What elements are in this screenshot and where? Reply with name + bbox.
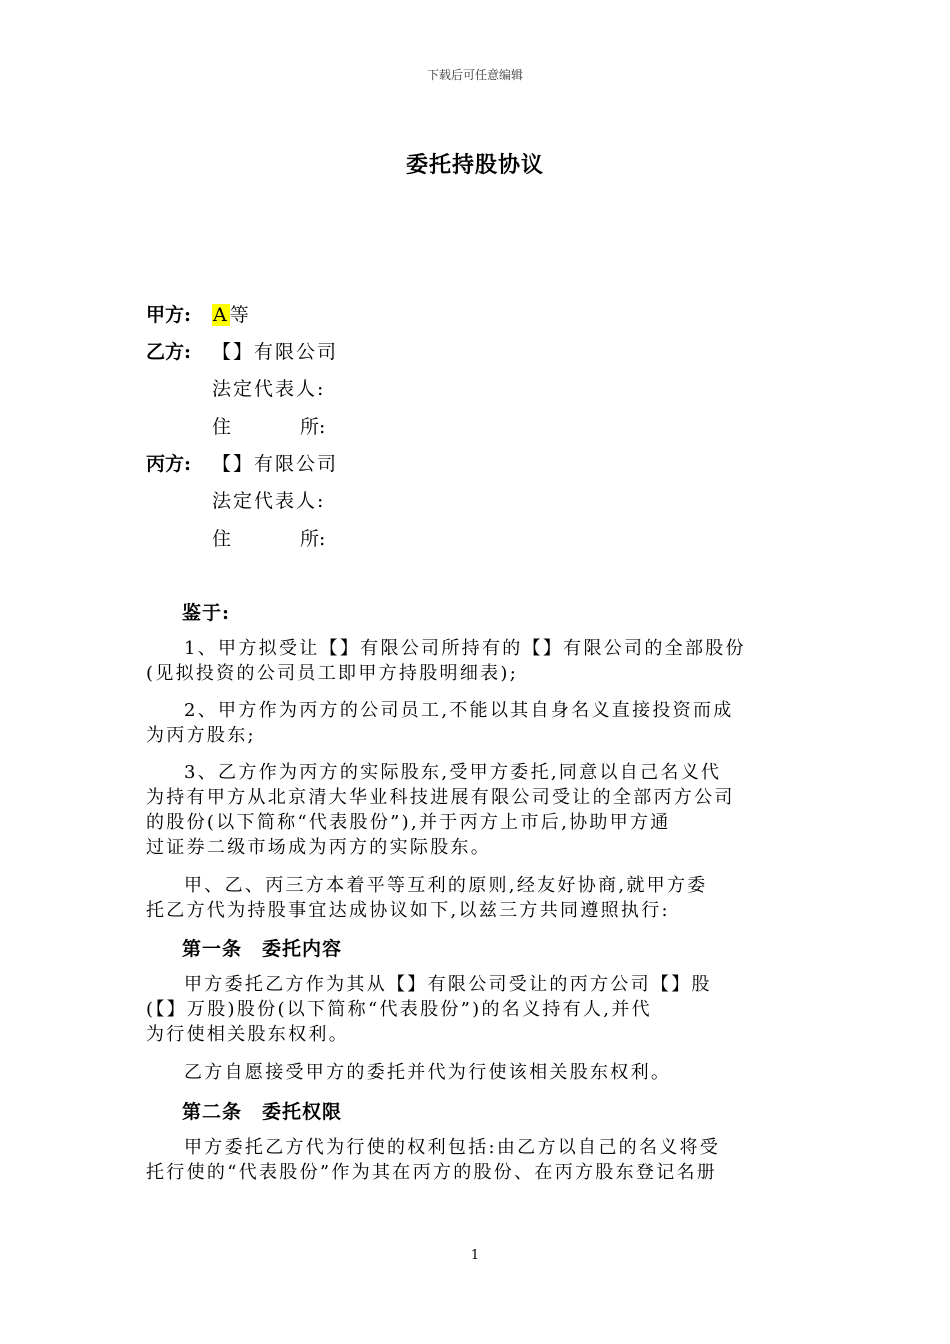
article-1-line-1: 甲方委托乙方作为其从【】有限公司受让的丙方公司【】股 <box>184 974 712 995</box>
article-1-line-3: 为行使相关股东权利。 <box>146 1024 349 1045</box>
agreement-intro-line-2: 托乙方代为持股事宜达成协议如下,以兹三方共同遵照执行: <box>146 900 670 921</box>
recital-1-line-2: (见拟投资的公司员工即甲方持股明细表); <box>146 663 519 684</box>
agreement-intro-line-1: 甲、乙、丙三方本着平等互利的原则,经友好协商,就甲方委 <box>184 875 708 896</box>
article-1-heading: 第一条 委托内容 <box>182 938 343 960</box>
recital-3 <box>146 760 804 860</box>
article-2-line-1: 甲方委托乙方代为行使的权利包括:由乙方以自己的名义将受 <box>184 1137 721 1158</box>
party-c-rep-label: 法定代表人: <box>212 490 326 512</box>
article-2-heading: 第二条 委托权限 <box>182 1101 343 1123</box>
document-title: 委托持股协议 <box>405 152 544 178</box>
recital-3-line-3: 的股份(以下简称“代表股份”),并于丙方上市后,协助甲方通 <box>146 812 671 833</box>
party-c-address-char-1: 住 <box>212 528 232 550</box>
article-1-paragraph-1 <box>146 972 804 1047</box>
recital-3-line-2: 为持有甲方从北京清大华业科技进展有限公司受让的全部丙方公司 <box>146 787 735 808</box>
party-a-value-rest: 等 <box>229 304 251 326</box>
party-b-label: 乙方: <box>146 341 192 363</box>
recital-3-line-4: 过证券二级市场成为丙方的实际股东。 <box>146 837 492 858</box>
page-number: 1 <box>470 1248 480 1263</box>
party-c-value: 【】有限公司 <box>212 453 339 475</box>
party-b-value: 【】有限公司 <box>212 341 339 363</box>
highlighted-text: A <box>213 304 229 326</box>
recital-2-line-2: 为丙方股东; <box>146 725 256 746</box>
recital-3-line-1: 3、乙方作为丙方的实际股东,受甲方委托,同意以自己名义代 <box>184 762 722 783</box>
recital-2 <box>146 698 804 748</box>
party-c-label: 丙方: <box>146 453 192 475</box>
article-2-line-2: 托行使的“代表股份”作为其在丙方的股份、在丙方股东登记名册 <box>146 1162 718 1183</box>
agreement-intro <box>146 873 804 923</box>
article-1-line-2: (【】万股)股份(以下简称“代表股份”)的名义持有人,并代 <box>146 999 652 1020</box>
party-b-rep-label: 法定代表人: <box>212 378 326 400</box>
whereas-heading: 鉴于: <box>182 602 231 624</box>
party-c-address-char-2: 所: <box>300 528 326 550</box>
party-a-value <box>212 300 251 327</box>
header-note: 下载后可任意编辑 <box>426 68 523 82</box>
recital-1-line-1: 1、甲方拟受让【】有限公司所持有的【】有限公司的全部股份 <box>184 638 746 659</box>
party-a-label: 甲方: <box>146 304 192 326</box>
article-1-paragraph-2 <box>146 1060 804 1085</box>
recital-2-line-1: 2、甲方作为丙方的公司员工,不能以其自身名义直接投资而成 <box>184 700 734 721</box>
article-1-paragraph-2-line: 乙方自愿接受甲方的委托并代为行使该相关股东权利。 <box>184 1062 672 1083</box>
recital-1 <box>146 636 804 686</box>
party-b-address-char-1: 住 <box>212 416 232 438</box>
party-b-address-char-2: 所: <box>300 416 326 438</box>
article-2-paragraph-1 <box>146 1135 804 1185</box>
